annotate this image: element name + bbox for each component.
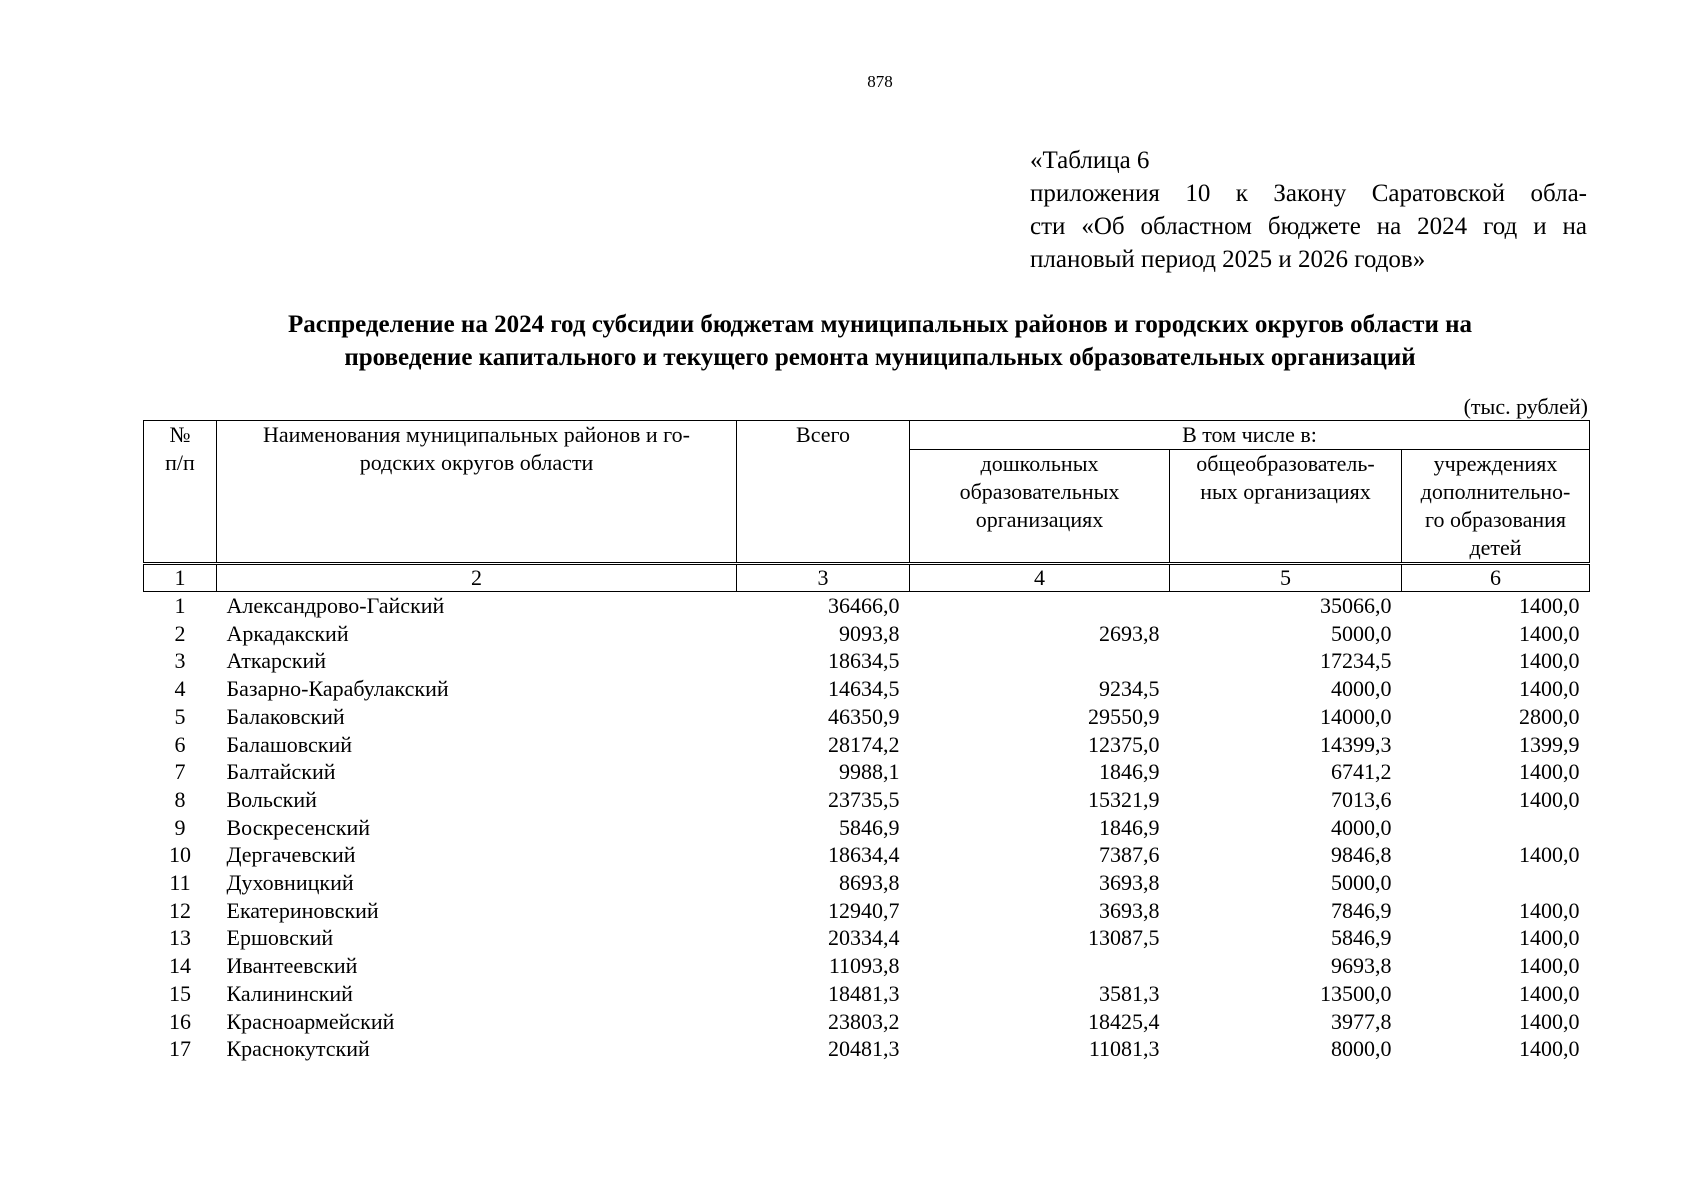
table-row [144,1008,1590,1036]
additional-amount [1402,814,1590,842]
column-number: 4 [910,564,1170,592]
general-amount: 3977,8 [1331,1008,1392,1034]
general-amount: 13500,0 [1320,980,1392,1006]
district-name: Балтайский [226,759,336,785]
row-number: 15 [169,980,191,1006]
district-name: Аркадакский [226,620,349,646]
general-amount: 14399,3 [1320,731,1392,757]
table-row [144,869,1590,897]
document-title-line-2: проведение капитального и текущего ремонта муниципальных образовательных организаций [344,344,1416,371]
total-amount: 9093,8 [839,620,900,646]
preschool-amount: 9234,5 [1099,676,1160,702]
total-amount: 14634,5 [828,676,900,702]
general-amount: 7846,9 [1331,897,1392,923]
table-row [144,703,1590,731]
preschool-amount: 3693,8 [1099,897,1160,923]
total-amount: 11093,8 [828,953,900,979]
additional-amount: 1400,0 [1519,593,1580,618]
row-number: 1 [174,593,186,618]
preschool-amount: 15321,9 [1088,786,1160,812]
preschool-amount: 1846,9 [1099,814,1160,840]
additional-amount: 1400,0 [1519,925,1580,951]
table-row [144,758,1590,786]
appendix-line-3: сти «Об областном бюджете на 2024 год и на [1030,213,1587,240]
preschool-amount: 13087,5 [1088,925,1160,951]
preschool-amount: 2693,8 [1099,620,1160,646]
district-name: Духовницкий [226,870,354,896]
row-number: 17 [169,1036,191,1062]
preschool-amount: 18425,4 [1088,1008,1160,1034]
additional-amount: 1400,0 [1519,786,1580,812]
additional-amount: 1400,0 [1519,759,1580,785]
row-number: 11 [169,870,191,896]
total-amount: 20334,4 [828,925,900,951]
additional-amount: 1400,0 [1519,1036,1580,1062]
row-number: 13 [169,925,191,951]
table-row [144,841,1590,869]
table-row [144,980,1590,1008]
total-amount: 20481,3 [828,1036,900,1062]
table-row [144,897,1590,925]
table-row [144,620,1590,648]
district-name: Екатериновский [226,897,379,923]
total-amount: 5846,9 [839,814,900,840]
total-amount: 18481,3 [828,980,900,1006]
district-name: Калининский [226,980,353,1006]
preschool-amount: 29550,9 [1088,703,1160,729]
row-number: 9 [174,814,186,840]
table-row [144,675,1590,703]
column-number: 2 [217,564,737,592]
row-number: 7 [174,759,186,785]
subsidy-table [143,420,1590,1063]
header-general: общеобразователь-ных организациях [1170,450,1402,564]
additional-amount: 1400,0 [1519,620,1580,646]
table-row [144,647,1590,675]
total-amount: 12940,7 [828,897,900,923]
units-label: (тыс. рублей) [1463,394,1588,419]
row-number: 2 [174,620,186,646]
additional-amount: 1400,0 [1519,980,1580,1006]
header-row-top [144,421,1590,450]
district-name: Аткарский [226,648,327,674]
general-amount: 7013,6 [1331,786,1392,812]
header-preschool: дошкольных образовательных организациях [910,450,1170,564]
general-amount: 5000,0 [1331,620,1392,646]
additional-amount: 1399,9 [1519,731,1580,757]
district-name: Воскресенский [226,814,371,840]
general-amount: 5000,0 [1331,870,1392,896]
table-row [144,814,1590,842]
row-number: 5 [174,703,186,729]
preschool-amount [910,592,1170,620]
district-name: Базарно-Карабулакский [226,676,449,702]
total-amount: 18634,4 [828,842,900,868]
document-title [150,308,1610,374]
table-row [144,952,1590,980]
preschool-amount: 1846,9 [1099,759,1160,785]
column-number: 5 [1170,564,1402,592]
general-amount: 9693,8 [1331,953,1392,979]
header-total: Всего [737,421,910,564]
district-name: Ершовский [226,925,334,951]
district-name: Вольский [226,786,317,812]
total-amount: 36466,0 [828,593,900,618]
district-name: Дергачевский [226,842,356,868]
general-amount: 4000,0 [1331,814,1392,840]
general-amount: 14000,0 [1320,703,1392,729]
preschool-amount: 3693,8 [1099,870,1160,896]
table-row [144,1035,1590,1063]
district-name: Балаковский [226,703,345,729]
additional-amount: 2800,0 [1519,703,1580,729]
preschool-amount: 12375,0 [1088,731,1160,757]
appendix-line-4: плановый период 2025 и 2026 годов» [1030,246,1426,273]
appendix-line-1: «Таблица 6 [1030,147,1150,174]
column-number: 1 [144,564,217,592]
row-number: 16 [169,1008,191,1034]
general-amount: 17234,5 [1320,648,1392,674]
preschool-amount: 11081,3 [1088,1036,1160,1062]
district-name: Ивантеевский [226,953,358,979]
total-amount: 28174,2 [828,731,900,757]
preschool-amount: 7387,6 [1099,842,1160,868]
column-number: 6 [1402,564,1590,592]
total-amount: 23735,5 [828,786,900,812]
additional-amount: 1400,0 [1519,953,1580,979]
total-amount: 46350,9 [828,703,900,729]
column-number: 3 [737,564,910,592]
additional-amount [1402,869,1590,897]
district-name: Краснокутский [226,1036,370,1062]
total-amount: 9988,1 [839,759,900,785]
header-name: Наименования муниципальных районов и го-родских округов области [217,421,737,564]
total-amount: 23803,2 [828,1008,900,1034]
preschool-amount: 3581,3 [1099,980,1160,1006]
table-row [144,731,1590,759]
general-amount: 4000,0 [1331,676,1392,702]
table-row [144,924,1590,952]
additional-amount: 1400,0 [1519,842,1580,868]
general-amount: 5846,9 [1331,925,1392,951]
district-name: Красноармейский [226,1008,395,1034]
total-amount: 18634,5 [828,648,900,674]
preschool-amount [910,647,1170,675]
header-additional: учреждениях дополнительно-го образования детей [1402,450,1590,564]
general-amount: 6741,2 [1331,759,1392,785]
header-num: № п/п [144,421,217,564]
column-number-row [144,564,1590,592]
appendix-reference [1030,144,1587,276]
row-number: 14 [169,953,191,979]
additional-amount: 1400,0 [1519,676,1580,702]
row-number: 3 [174,648,186,674]
table-row [144,592,1590,620]
page-number: 878 [867,72,893,91]
document-title-line-1: Распределение на 2024 год субсидии бюджетам муниципальных районов и городских округов области на [287,311,1473,338]
additional-amount: 1400,0 [1519,648,1580,674]
appendix-line-2: приложения 10 к Закону Саратовской обла- [1030,180,1587,207]
row-number: 12 [169,897,191,923]
general-amount: 35066,0 [1320,593,1392,618]
general-amount: 9846,8 [1331,842,1392,868]
table-row [144,786,1590,814]
total-amount: 8693,8 [839,870,900,896]
district-name: Балашовский [226,731,353,757]
row-number: 6 [174,731,186,757]
district-name: Александрово-Гайский [226,593,445,618]
general-amount: 8000,0 [1331,1036,1392,1062]
row-number: 8 [174,786,186,812]
row-number: 4 [174,676,186,702]
table-body [144,592,1590,1063]
row-number: 10 [169,842,191,868]
additional-amount: 1400,0 [1519,897,1580,923]
preschool-amount [910,952,1170,980]
additional-amount: 1400,0 [1519,1008,1580,1034]
header-including: В том числе в: [910,421,1590,450]
